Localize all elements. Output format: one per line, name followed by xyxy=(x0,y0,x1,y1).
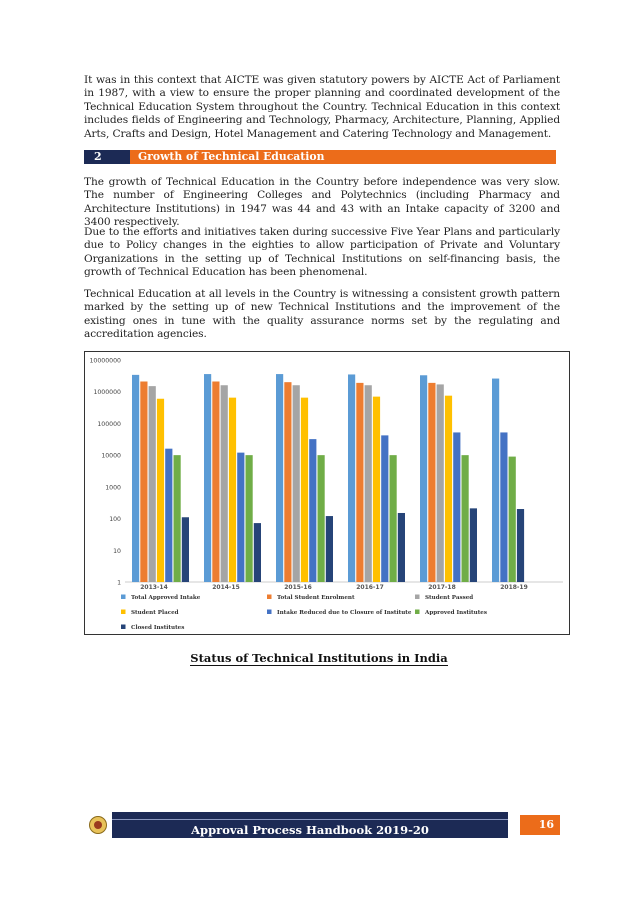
bar-2016-17-3 xyxy=(373,397,380,582)
bar-2018-19-6 xyxy=(517,509,524,582)
bar-2013-14-4 xyxy=(165,449,172,582)
y-tick-label: 10000 xyxy=(101,452,121,460)
bar-2016-17-4 xyxy=(381,435,388,582)
x-tick-label: 2018-19 xyxy=(500,584,528,591)
y-tick-label: 1000000 xyxy=(93,389,121,397)
bar-2015-16-6 xyxy=(326,516,333,582)
legend-swatch xyxy=(267,595,272,600)
bar-2015-16-1 xyxy=(284,382,291,582)
y-tick-label: 10000000 xyxy=(89,357,121,365)
history-paragraph: The growth of Technical Education in the Country before independence was very slow. The number of Engineering Colleges and Polytechnics (including Pharmacy and Architecture Institutions) in 1947 was 44 and 43 with an Intake capacity of 3200 and 3400 respectively. xyxy=(84,176,560,229)
bar-2017-18-4 xyxy=(453,432,460,582)
bar-2017-18-3 xyxy=(445,396,452,582)
bar-2018-19-4 xyxy=(500,432,507,582)
growth-pattern-paragraph: Technical Education at all levels in the Country is witnessing a consistent growth pattern marked by the setting up of new Technical Institutions and the improvement of the existing ones in tune with the quality assurance norms set by the regulating and accreditation agencies. xyxy=(84,288,560,341)
footer-bar xyxy=(112,812,508,838)
bar-2017-18-5 xyxy=(462,455,469,582)
y-tick-label: 1000 xyxy=(105,484,121,492)
legend-swatch xyxy=(121,610,126,615)
section-heading-bar xyxy=(84,150,556,164)
section-number: 2 xyxy=(84,150,130,164)
bar-2014-15-0 xyxy=(204,374,211,582)
y-tick-label: 1 xyxy=(117,579,121,587)
bar-2018-19-0 xyxy=(492,379,499,582)
bar-2017-18-1 xyxy=(428,383,435,582)
bar-2014-15-1 xyxy=(212,381,219,582)
legend-swatch xyxy=(415,610,420,615)
section-title: Growth of Technical Education xyxy=(138,150,325,163)
legend-swatch xyxy=(415,595,420,600)
chart-caption-text: Status of Technical Institutions in India xyxy=(190,651,448,665)
y-tick-label: 100 xyxy=(109,516,121,524)
x-tick-label: 2017-18 xyxy=(428,584,456,591)
legend-label: Approved Institutes xyxy=(425,610,487,616)
y-tick-label: 100000 xyxy=(97,420,121,428)
bar-2014-15-5 xyxy=(246,455,253,582)
x-tick-label: 2014-15 xyxy=(212,584,240,591)
bar-2016-17-0 xyxy=(348,374,355,582)
bar-2013-14-5 xyxy=(174,455,181,582)
bar-2015-16-4 xyxy=(309,439,316,582)
footer-divider xyxy=(112,819,508,820)
footer-title: Approval Process Handbook 2019-20 xyxy=(191,823,429,837)
bar-2017-18-2 xyxy=(437,384,444,582)
bar-2013-14-1 xyxy=(140,381,147,582)
intro-paragraph: It was in this context that AICTE was given statutory powers by AICTE Act of Parliament in 1987, with a view to ensure the proper planning and coordinated development of the Technical Education System throughout the Country. Technical Education in this context includes fields of Engineering and Technology, Pharmacy, Architecture, Planning, Applied Arts, Crafts and Design, Hotel Management and Catering Technology and Management. xyxy=(84,74,560,140)
bar-2015-16-3 xyxy=(301,398,308,582)
legend-label: Closed Institutes xyxy=(131,625,185,631)
bar-2017-18-0 xyxy=(420,375,427,582)
aicte-emblem-icon xyxy=(89,816,107,834)
legend-label: Intake Reduced due to Closure of Institute xyxy=(277,610,412,616)
bar-2015-16-5 xyxy=(318,455,325,582)
bar-2014-15-2 xyxy=(221,385,228,582)
legend-swatch xyxy=(121,595,126,600)
bar-2017-18-6 xyxy=(470,508,477,582)
five-year-plans-paragraph: Due to the efforts and initiatives taken during successive Five Year Plans and particularly due to Policy changes in the eighties to allow participation of Private and Voluntary Organizations in the setting up of Technical Institutions on self-financing basis, the growth of Technical Education has been phenomenal. xyxy=(84,226,560,279)
bar-2013-14-0 xyxy=(132,375,139,582)
bar-2014-15-4 xyxy=(237,453,244,582)
bar-2016-17-6 xyxy=(398,513,405,582)
bar-2016-17-2 xyxy=(365,385,372,582)
bar-2015-16-2 xyxy=(293,385,300,582)
y-tick-label: 10 xyxy=(113,547,121,555)
bar-2015-16-0 xyxy=(276,374,283,582)
bar-2013-14-2 xyxy=(149,386,156,582)
chart-caption xyxy=(0,651,638,665)
legend-swatch xyxy=(267,610,272,615)
bar-2018-19-5 xyxy=(509,457,516,582)
page-number: 16 xyxy=(520,815,560,835)
legend-label: Total Student Enrolment xyxy=(277,595,355,601)
institutions-chart xyxy=(84,351,570,635)
legend-label: Student Placed xyxy=(131,610,179,616)
bar-2014-15-6 xyxy=(254,523,261,582)
x-tick-label: 2016-17 xyxy=(356,584,384,591)
chart-canvas xyxy=(85,352,571,636)
bar-2013-14-6 xyxy=(182,517,189,582)
bar-2013-14-3 xyxy=(157,399,164,582)
x-tick-label: 2013-14 xyxy=(140,584,168,591)
bar-2016-17-1 xyxy=(356,383,363,582)
bar-2014-15-3 xyxy=(229,398,236,582)
legend-swatch xyxy=(121,625,126,630)
x-tick-label: 2015-16 xyxy=(284,584,312,591)
legend-label: Total Approved Intake xyxy=(131,595,201,601)
legend-label: Student Passed xyxy=(425,595,474,601)
bar-2016-17-5 xyxy=(390,455,397,582)
